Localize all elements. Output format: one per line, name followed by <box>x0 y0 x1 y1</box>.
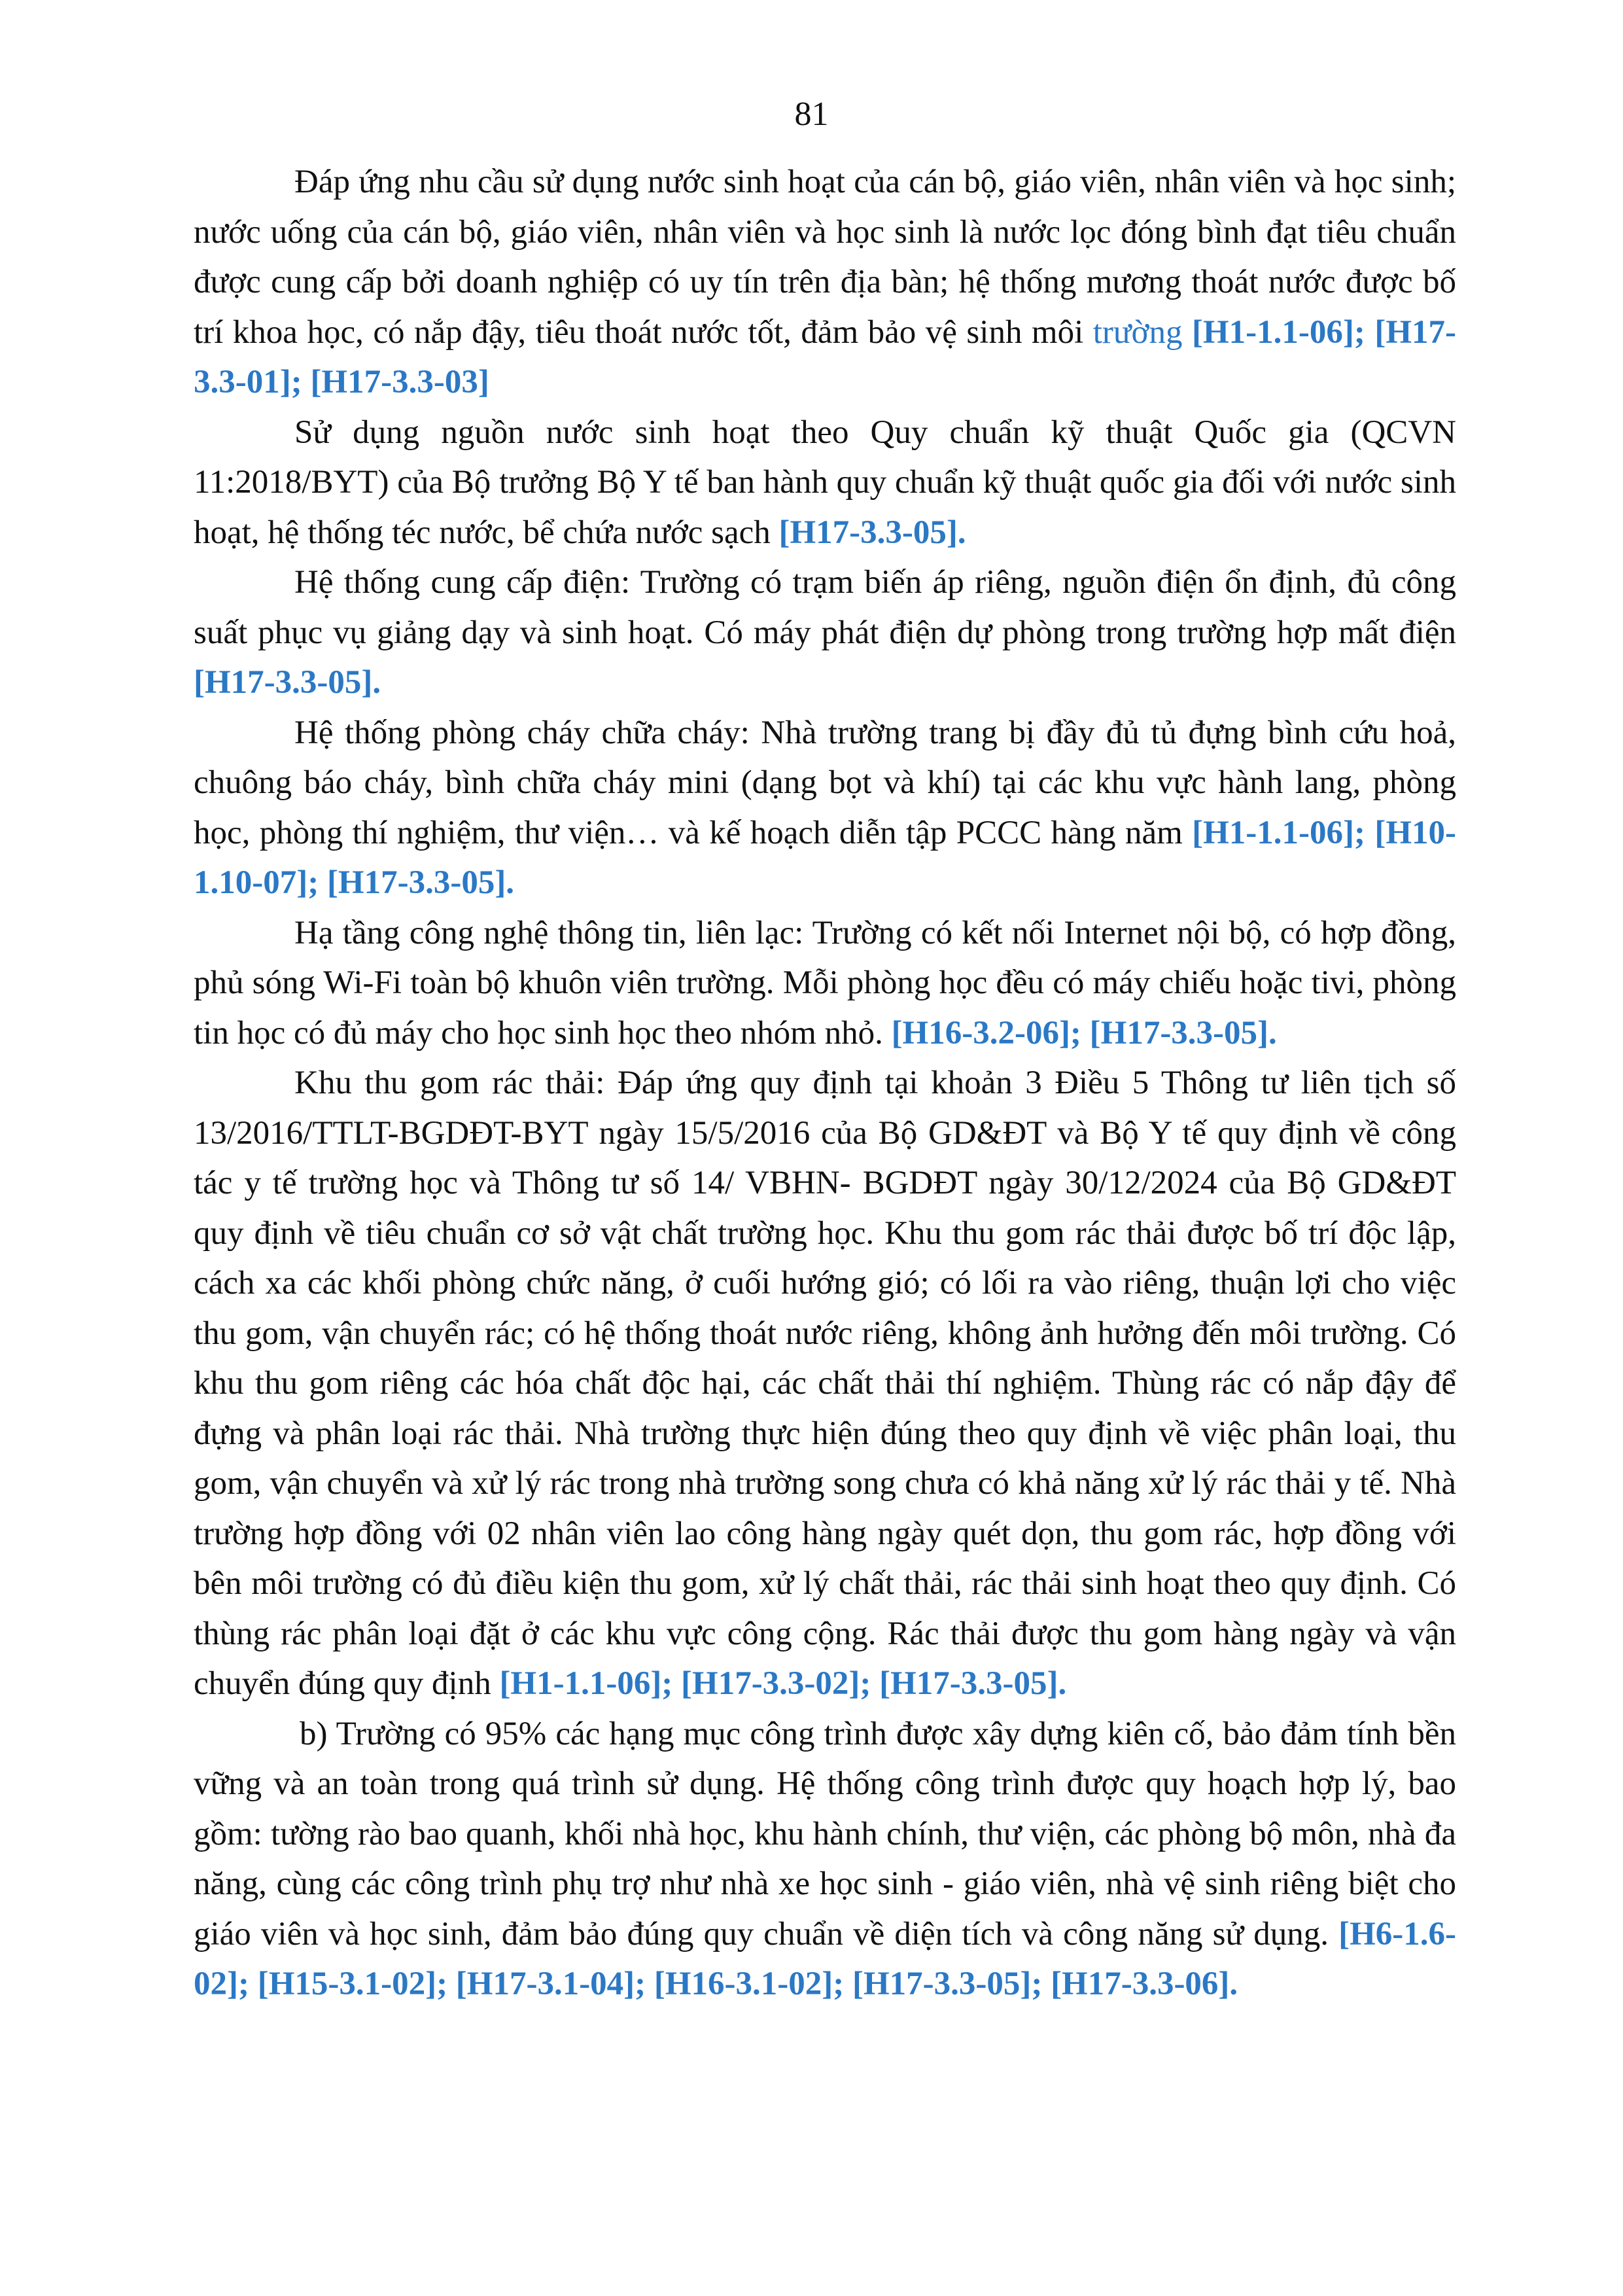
evidence-references: [H17-3.3-05]. <box>194 664 381 701</box>
document-body <box>194 157 1456 2009</box>
paragraph-text: Đáp ứng nhu cầu sử dụng nước sinh hoạt của cán bộ, giáo viên, nhân viên và học sinh; nước uống của cán bộ, giáo viên, nhân viên và học sinh là nước lọc đóng bình đạt tiêu chuẩn được cung cấp bởi doanh nghiệp có uy tín trên địa bàn; hệ thống mương thoát nước được bố trí khoa học, có nắp đậy, tiêu thoát nước tốt, đảm bảo vệ sinh môi <box>194 164 1456 351</box>
paragraph-electricity <box>194 557 1456 708</box>
paragraph-waste-collection <box>194 1058 1456 1709</box>
evidence-references: [H1-1.1-06]; [H10-1.10-07]; [H17-3.3-05]. <box>194 814 1456 901</box>
evidence-references: [H1-1.1-06]; [H17-3.3-02]; [H17-3.3-05]. <box>499 1665 1067 1702</box>
paragraph-text: Hạ tầng công nghệ thông tin, liên lạc: Trường có kết nối Internet nội bộ, có hợp đồng, phủ sóng Wi-Fi toàn bộ khuôn viên trường. Mỗi phòng học đều có máy chiếu hoặc tivi, phòng tin học có đủ máy cho học sinh học theo nhóm nhỏ. <box>194 914 1456 1051</box>
paragraph-fire-safety <box>194 708 1456 908</box>
paragraph-construction <box>194 1709 1456 2009</box>
evidence-references: [H1-1.1-06]; [H17-3.3-01]; [H17-3.3-03] <box>194 313 1456 400</box>
paragraph-text: Hệ thống phòng cháy chữa cháy: Nhà trường trang bị đầy đủ tủ đựng bình cứu hoả, chuông báo cháy, bình chữa cháy mini (dạng bọt và khí) tại các khu vực hành lang, phòng học, phòng thí nghiệm, thư viện… và kế hoạch diễn tập PCCC hàng năm <box>194 714 1456 851</box>
evidence-references: [H6-1.6-02]; [H15-3.1-02]; [H17-3.1-04]; [H16-3.1-02]; [H17-3.3-05]; [H17-3.3-06]. <box>194 1915 1456 2002</box>
paragraph-text: Hệ thống cung cấp điện: Trường có trạm biến áp riêng, nguồn điện ổn định, đủ công suất phục vụ giảng dạy và sinh hoạt. Có máy phát điện dự phòng trong trường hợp mất điện <box>194 564 1456 651</box>
evidence-references: [H16-3.2-06]; [H17-3.3-05]. <box>891 1014 1277 1051</box>
page-number: 81 <box>794 96 829 133</box>
evidence-references: [H17-3.3-05]. <box>778 514 966 551</box>
paragraph-water-standard <box>194 408 1456 558</box>
highlighted-word: trường <box>1092 313 1183 351</box>
paragraph-text: Sử dụng nguồn nước sinh hoạt theo Quy chuẩn kỹ thuật Quốc gia (QCVN 11:2018/BYT) của Bộ trưởng Bộ Y tế ban hành quy chuẩn kỹ thuật quốc gia đối với nước sinh hoạt, hệ thống téc nước, bể chứa nước sạch <box>194 414 1456 551</box>
paragraph-text: b) Trường có 95% các hạng mục công trình được xây dựng kiên cố, bảo đảm tính bền vững và an toàn trong quá trình sử dụng. Hệ thống công trình được quy hoạch hợp lý, bao gồm: tường rào bao quanh, khối nhà học, khu hành chính, thư viện, các phòng bộ môn, nhà đa năng, cùng các công trình phụ trợ như nhà xe học sinh - giáo viên, nhà vệ sinh riêng biệt cho giáo viên và học sinh, đảm bảo đúng quy chuẩn về diện tích và công năng sử dụng. <box>194 1715 1456 1952</box>
paragraph-it-infrastructure <box>194 908 1456 1059</box>
paragraph-water-supply <box>194 157 1456 408</box>
paragraph-text: Khu thu gom rác thải: Đáp ứng quy định tại khoản 3 Điều 5 Thông tư liên tịch số 13/2016/TTLT-BGDĐT-BYT ngày 15/5/2016 của Bộ GD&ĐT và Bộ Y tế quy định về công tác y tế trường học và Thông tư số 14/ VBHN- BGDĐT ngày 30/12/2024 của Bộ GD&ĐT quy định về tiêu chuẩn cơ sở vật chất trường học. Khu thu gom rác thải được bố trí độc lập, cách xa các khối phòng chức năng, ở cuối hướng gió; có lối ra vào riêng, thuận lợi cho việc thu gom, vận chuyển rác; có hệ thống thoát nước riêng, không ảnh hưởng đến môi trường. Có khu thu gom riêng các hóa chất độc hại, các chất thải thí nghiệm. Thùng rác có nắp đậy để đựng và phân loại rác thải. Nhà trường thực hiện đúng theo quy định về việc phân loại, thu gom, vận chuyển và xử lý rác trong nhà trường song chưa có khả năng xử lý rác thải y tế. Nhà trường hợp đồng với 02 nhân viên lao công hàng ngày quét dọn, thu gom rác, hợp đồng với bên môi trường có đủ điều kiện thu gom, xử lý chất thải, rác thải sinh hoạt theo quy định. Có thùng rác phân loại đặt ở các khu vực công cộng. Rác thải được thu gom hàng ngày và vận chuyển đúng quy định <box>194 1065 1456 1702</box>
